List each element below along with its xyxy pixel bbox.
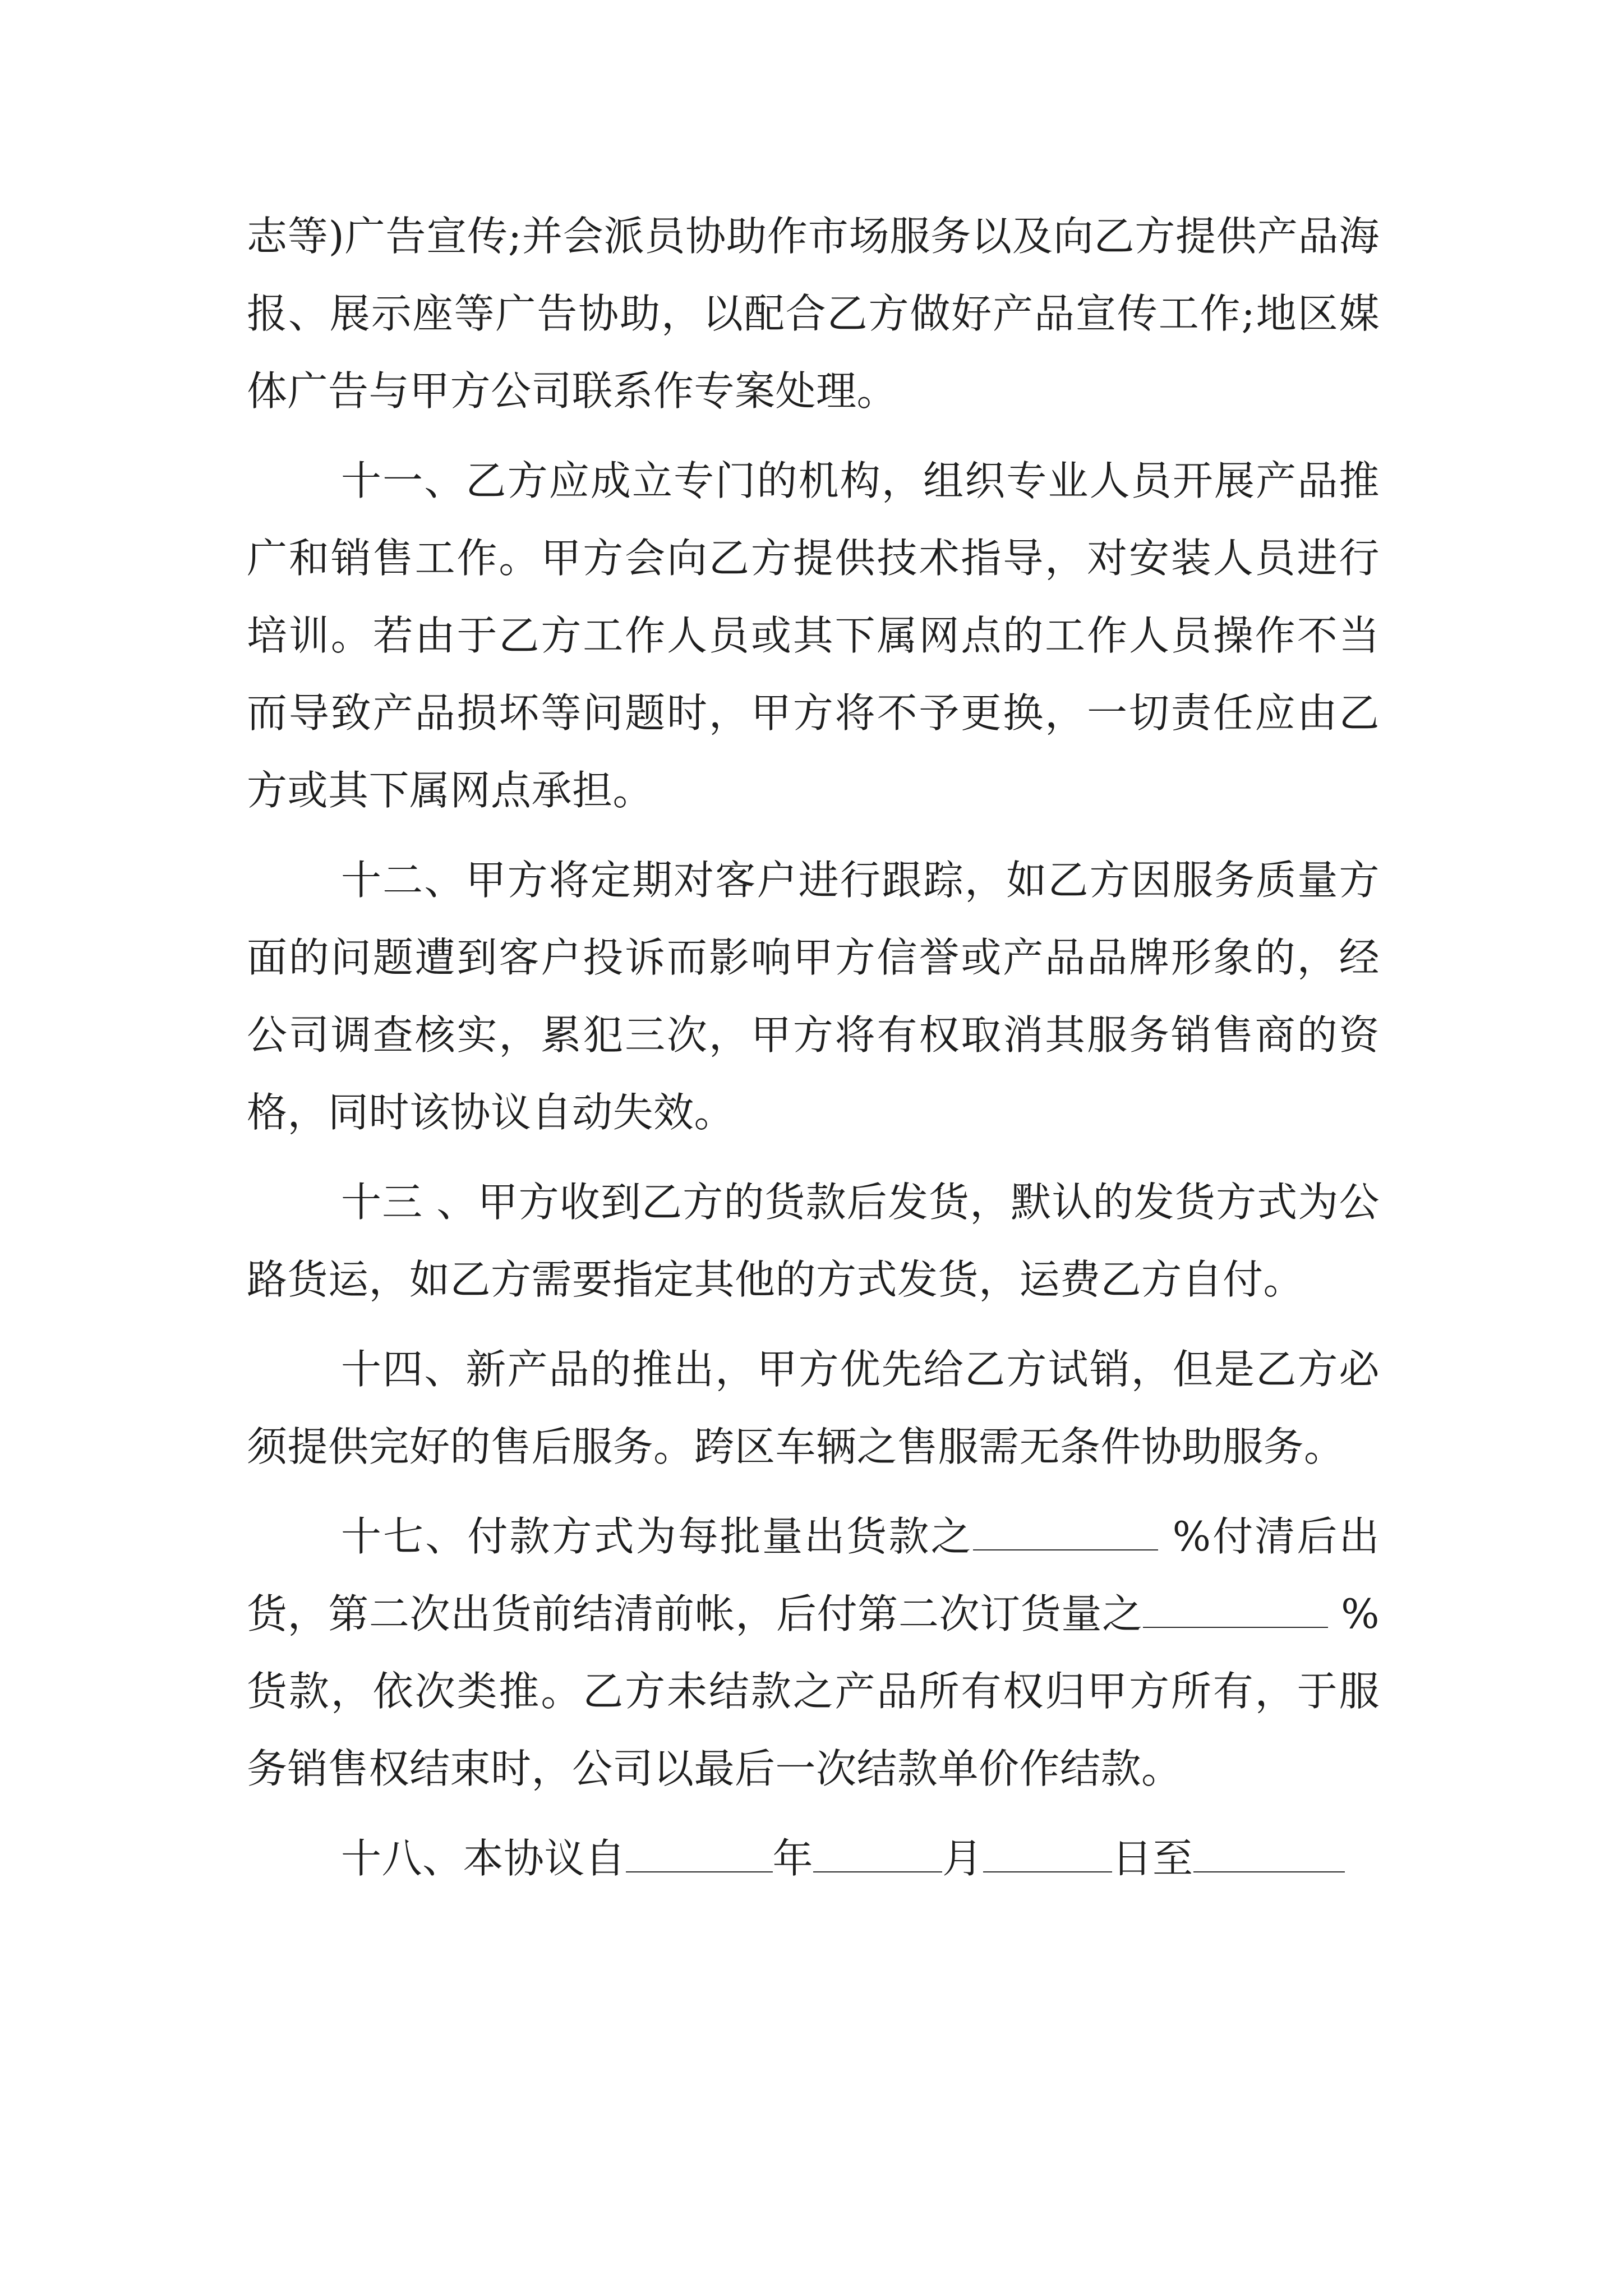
- fill-in-blank: [626, 1835, 773, 1872]
- paragraph-clause-13: [247, 1163, 1380, 1318]
- paragraph-clause-14: [247, 1331, 1380, 1485]
- paragraph-text: 十三 、甲方收到乙方的货款后发货，默认的发货方式为公路货运，如乙方需要指定其他的方式发货，运费乙方自付。: [247, 1179, 1380, 1303]
- fill-in-blank: [813, 1835, 942, 1872]
- paragraph-gap: [247, 1318, 1380, 1331]
- paragraph-text: 日至: [1112, 1835, 1193, 1882]
- paragraph-text: 十一、乙方应成立专门的机构，组织专业人员开展产品推广和销售工作。甲方会向乙方提供技术指导，对安装人员进行培训。若由于乙方工作人员或其下属网点的工作人员操作不当而导致产品损坏等问题时，甲方将不予更换，一切责任应由乙方或其下属网点承担。: [247, 457, 1380, 814]
- paragraph-gap: [247, 1151, 1380, 1163]
- paragraph-text: %货款，依次类推。乙方未结款之产品所有权归甲方所有，于服务销售权结束时，公司以最后一次结款单价作结款。: [247, 1590, 1380, 1792]
- paragraph-text: 十八、本协议自: [341, 1835, 626, 1882]
- document-body: [247, 197, 1380, 1897]
- paragraph-text: 十二、甲方将定期对客户进行跟踪，如乙方因服务质量方面的问题遭到客户投诉而影响甲方信誉或产品品牌形象的，经公司调查核实，累犯三次，甲方将有权取消其服务销售商的资格，同时该协议自动失效。: [247, 857, 1380, 1136]
- paragraph-gap: [247, 829, 1380, 841]
- fill-in-blank: [973, 1513, 1158, 1550]
- fill-in-blank: [1143, 1591, 1328, 1628]
- paragraph-text: 年: [772, 1835, 814, 1882]
- fill-in-blank: [1193, 1835, 1345, 1872]
- paragraph-clause-17: [247, 1498, 1380, 1807]
- paragraph-text: %付清后出货，第二次出货前结清前帐，后付第二次订货量之: [247, 1513, 1380, 1637]
- paragraph-text: 志等)广告宣传;并会派员协助作市场服务以及向乙方提供产品海报、展示座等广告协助，以配合乙方做好产品宣传工作;地区媒体广告与甲方公司联系作专案处理。: [247, 213, 1380, 415]
- paragraph-text: 月: [942, 1835, 983, 1882]
- paragraph-gap: [247, 430, 1380, 442]
- paragraph-text: 十七、付款方式为每批量出货款之: [341, 1513, 973, 1560]
- fill-in-blank: [983, 1835, 1112, 1872]
- paragraph-text: 十四、新产品的推出，甲方优先给乙方试销，但是乙方必须提供完好的售后服务。跨区车辆之售服需无条件协助服务。: [247, 1346, 1380, 1470]
- paragraph-continued: [247, 197, 1380, 430]
- paragraph-clause-12: [247, 841, 1380, 1151]
- paragraph-gap: [247, 1485, 1380, 1498]
- paragraph-clause-11: [247, 442, 1380, 829]
- paragraph-gap: [247, 1807, 1380, 1820]
- paragraph-clause-18: [247, 1820, 1380, 1897]
